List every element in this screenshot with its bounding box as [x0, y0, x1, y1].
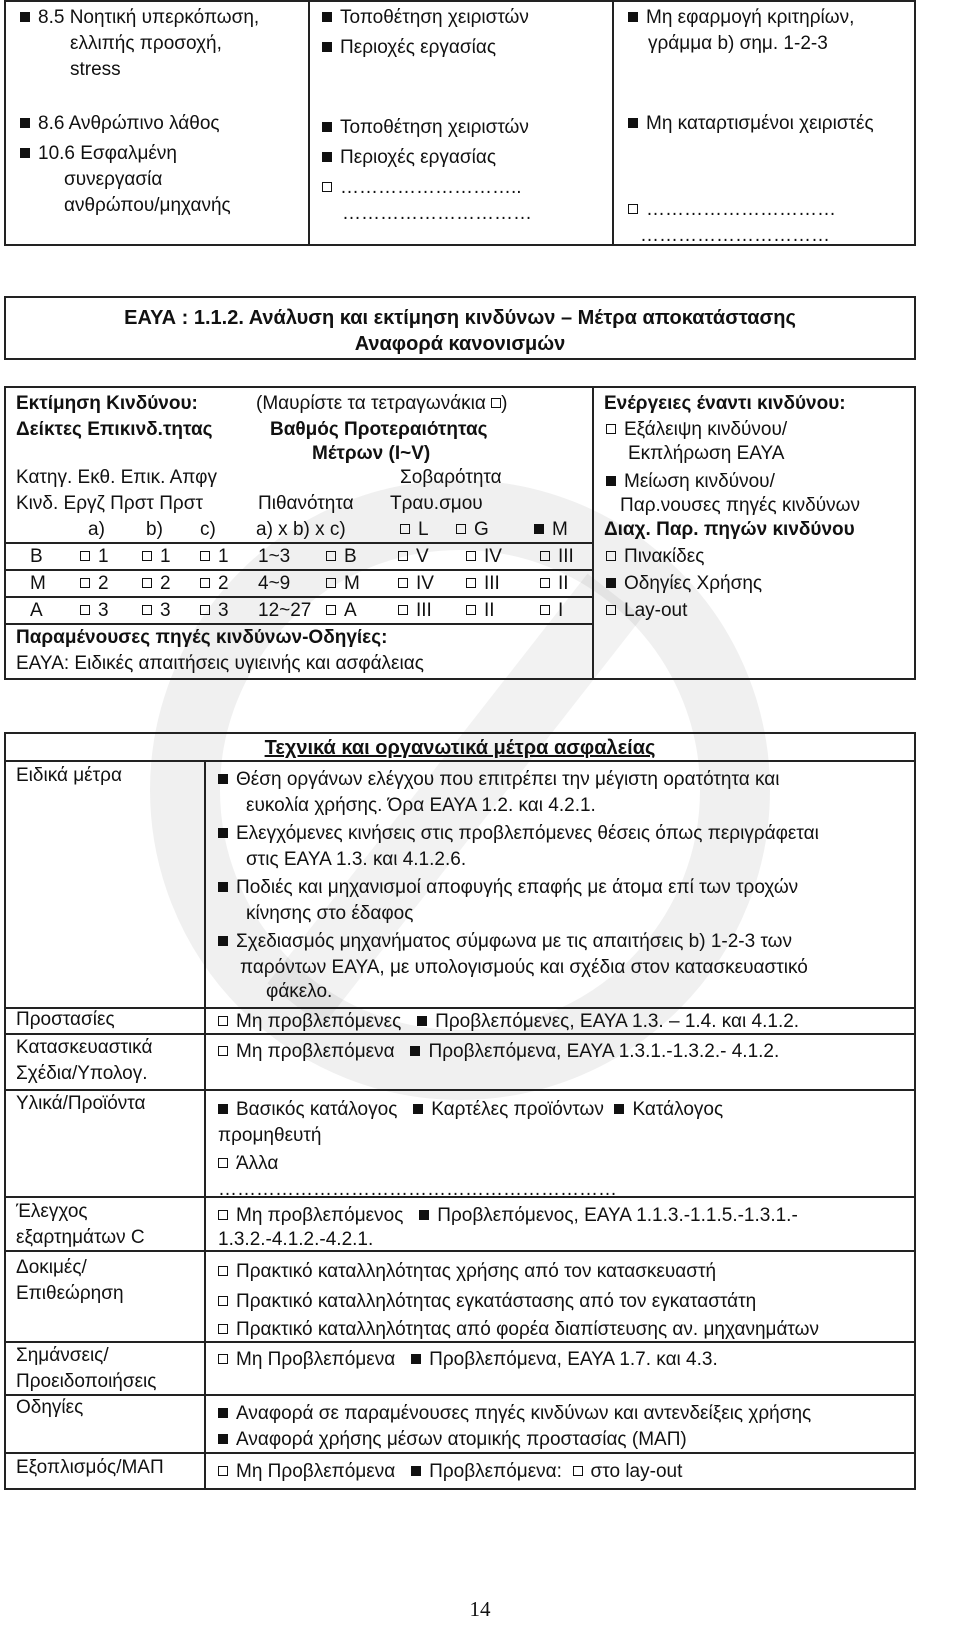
- materials-label: Υλικά/Προϊόντα: [16, 1093, 146, 1114]
- empty-box-icon: [218, 1324, 228, 1334]
- risk-hline: [4, 569, 594, 571]
- row-a: 3: [80, 599, 109, 623]
- sub-header-a: a): [88, 519, 105, 540]
- empty-box-icon: [398, 605, 408, 615]
- special-item-4-line: φάκελο.: [266, 981, 333, 1002]
- checked-box-icon: [419, 1210, 429, 1220]
- control-options-2: 1.3.2.-4.1.2.-4.2.1.: [218, 1229, 374, 1250]
- empty-box-icon: [606, 551, 616, 561]
- work-area-item-2: Περιοχές εργασίας: [322, 146, 496, 170]
- action-reduction: Μείωση κινδύνου/: [606, 470, 775, 494]
- empty-box-icon: [326, 551, 336, 561]
- construction-label-2: Σχέδια/Υπολογ.: [16, 1063, 148, 1084]
- test-item-1: Πρακτικό καταλληλότητας χρήσης από τον κατασκευαστή: [218, 1260, 716, 1284]
- checked-box-icon: [218, 1434, 228, 1444]
- special-item-3: Ποδιές και μηχανισμοί αποφυγής επαφής με άτομα επί των τροχών: [218, 876, 798, 900]
- blank-item-3-cont: …………………………: [640, 225, 830, 246]
- signs-label-2: Προειδοποιήσεις: [16, 1371, 157, 1392]
- empty-box-icon: [218, 1158, 228, 1168]
- measures-hline: [4, 1007, 916, 1009]
- row-range: 12~27: [258, 600, 312, 621]
- top-table-divider: [308, 0, 310, 246]
- equipment-options: Μη Προβλεπόμενα Προβλεπόμενα: στο lay-out: [218, 1460, 682, 1484]
- row-G: II: [466, 599, 495, 623]
- row-G: IV: [466, 545, 502, 569]
- measures-title: Τεχνικά και οργανωτικά μέτρα ασφαλείας: [264, 737, 656, 759]
- empty-box-icon: [466, 551, 476, 561]
- row-M: III: [540, 545, 574, 569]
- special-item-1: Θέση οργάνων ελέγχου που επιτρέπει την μέγιστη ορατότητα και: [218, 768, 779, 792]
- sub-header-L: L: [400, 518, 429, 542]
- row-key: A: [30, 600, 43, 621]
- checked-box-icon: [628, 12, 638, 22]
- empty-box-icon: [540, 605, 550, 615]
- row-M: II: [540, 572, 569, 596]
- risk-label: Εκτίμηση Κινδύνου:: [16, 393, 198, 414]
- top-table-divider: [612, 0, 614, 246]
- row-G: III: [466, 572, 500, 596]
- row-key: M: [30, 573, 46, 594]
- signs-options: Μη Προβλεπόμενα Προβλεπόμενα, ΕΑΥΑ 1.7. και 4.3.: [218, 1348, 718, 1372]
- checked-box-icon: [218, 774, 228, 784]
- materials-options: Βασικός κατάλογος Καρτέλες προϊόντων Κατάλογος: [218, 1098, 723, 1122]
- test-item-3: Πρακτικό καταλληλότητας από φορέα διαπίστευσης αν. μηχανημάτων: [218, 1318, 819, 1342]
- measures-hline: [4, 1250, 916, 1252]
- protections-label: Προστασίες: [16, 1009, 115, 1030]
- row-b: 2: [142, 572, 171, 596]
- checked-box-icon: [218, 828, 228, 838]
- measures-divider: [204, 760, 206, 1490]
- hazard-8-5: 8.5 Νοητική υπερκόπωση,: [20, 6, 259, 30]
- empty-box-icon: [218, 1046, 228, 1056]
- empty-box-icon: [628, 204, 638, 214]
- materials-supplier: προμηθευτή: [218, 1125, 322, 1146]
- row-range: 1~3: [258, 546, 291, 567]
- risk-hline: [4, 623, 594, 625]
- checked-box-icon: [411, 1354, 421, 1364]
- special-item-2: Ελεγχόμενες κινήσεις στις προβλεπόμενες θέσεις όπως περιγράφεται: [218, 822, 819, 846]
- measures-hline: [4, 1089, 916, 1091]
- section-subtitle: Αναφορά κανονισμών: [354, 333, 566, 355]
- action-elimination: Εξάλειψη κινδύνου/: [606, 418, 787, 442]
- action-layout: Lay-out: [606, 599, 687, 623]
- special-item-4: Σχεδιασμός μηχανήματος σύμφωνα με τις απαιτήσεις b) 1-2-3 των: [218, 930, 792, 954]
- special-measures-label: Ειδικά μέτρα: [16, 765, 122, 786]
- empty-box-icon: [142, 551, 152, 561]
- sub-header-G: G: [456, 518, 489, 542]
- severity-header-2: Τραυ.σμου: [390, 493, 483, 514]
- sub-header-b: b): [146, 519, 163, 540]
- signs-label: Σημάνσεις/: [16, 1345, 109, 1366]
- empty-box-icon: [491, 398, 501, 408]
- empty-box-icon: [200, 551, 210, 561]
- sub-header-M: M: [534, 518, 568, 542]
- row-cat: A: [326, 599, 357, 623]
- empty-box-icon: [398, 551, 408, 561]
- empty-box-icon: [80, 605, 90, 615]
- empty-box-icon: [398, 578, 408, 588]
- empty-box-icon: [456, 524, 466, 534]
- checked-box-icon: [20, 118, 30, 128]
- construction-label: Κατασκευαστικά: [16, 1037, 153, 1058]
- checked-box-icon: [606, 476, 616, 486]
- priority-title-2: Μέτρων (I~V): [312, 443, 431, 464]
- checked-box-icon: [411, 1466, 421, 1476]
- row-cat: B: [326, 545, 357, 569]
- special-item-1-line: ευκολία χρήσης. Όρα ΕΑΥΑ 1.2. και 4.2.1.: [246, 795, 596, 816]
- empty-box-icon: [142, 578, 152, 588]
- remaining-hazards: Παραμένουσες πηγές κινδύνων-Οδηγίες:: [16, 627, 388, 648]
- row-L: III: [398, 599, 432, 623]
- blank-item: ………………………..: [322, 176, 522, 200]
- empty-box-icon: [218, 1210, 228, 1220]
- checked-box-icon: [20, 12, 30, 22]
- action-reduction-2: Παρ.νουσες πηγές κινδύνων: [620, 495, 860, 516]
- hazard-8-5-line: stress: [70, 59, 121, 80]
- empty-box-icon: [540, 551, 550, 561]
- blank-item-3: …………………………: [628, 198, 836, 222]
- checked-box-icon: [534, 524, 544, 534]
- risk-divider: [592, 386, 594, 680]
- work-area-item: Περιοχές εργασίας: [322, 36, 496, 60]
- empty-box-icon: [218, 1266, 228, 1276]
- row-cat: M: [326, 572, 360, 596]
- row-b: 3: [142, 599, 171, 623]
- control-label: Έλεγχος: [16, 1201, 88, 1222]
- placement-item: Τοποθέτηση χειριστών: [322, 6, 529, 30]
- checked-box-icon: [417, 1016, 427, 1026]
- row-range: 4~9: [258, 573, 291, 594]
- checked-box-icon: [413, 1104, 423, 1114]
- probability-header: Πιθανότητα: [258, 493, 354, 514]
- test-item-2: Πρακτικό καταλληλότητας εγκατάστασης από τον εγκαταστάτη: [218, 1290, 756, 1314]
- untrained-item: Μη καταρτισμένοι χειριστές: [628, 112, 874, 136]
- empty-box-icon: [466, 578, 476, 588]
- materials-dots: ………………………………………………………: [218, 1179, 617, 1200]
- hazard-10-6: 10.6 Εσφαλμένη: [20, 142, 177, 166]
- checked-box-icon: [322, 122, 332, 132]
- checked-box-icon: [218, 1408, 228, 1418]
- hazard-10-6-line: ανθρώπου/μηχανής: [64, 195, 231, 216]
- equipment-label: Εξοπλισμός/ΜΑΠ: [16, 1457, 164, 1478]
- placement-item-2: Τοποθέτηση χειριστών: [322, 116, 529, 140]
- construction-options: Μη προβλεπόμενα Προβλεπόμενα, ΕΑΥΑ 1.3.1.-1.3.2.- 4.1.2.: [218, 1040, 779, 1064]
- row-key: B: [30, 546, 43, 567]
- row-L: V: [398, 545, 429, 569]
- action-management: Διαχ. Παρ. πηγών κινδύνου: [604, 519, 855, 540]
- criteria-item: Μη εφαρμογή κριτηρίων,: [628, 6, 854, 30]
- measures-hline: [4, 760, 916, 762]
- row-M: I: [540, 599, 563, 623]
- row-a: 1: [80, 545, 109, 569]
- tests-label-2: Επιθεώρηση: [16, 1283, 124, 1304]
- blank-item-cont: …………………………: [342, 203, 532, 224]
- checked-box-icon: [322, 42, 332, 52]
- checked-box-icon: [614, 1104, 624, 1114]
- empty-box-icon: [326, 605, 336, 615]
- sub-header-prod: a) x b) x c): [256, 519, 346, 540]
- risk-header: Κατηγ. Εκθ. Επικ. Απφγ: [16, 467, 217, 488]
- actions-title: Ενέργειες έναντι κινδύνου:: [604, 393, 846, 414]
- row-c: 1: [200, 545, 229, 569]
- checked-box-icon: [322, 12, 332, 22]
- empty-box-icon: [218, 1354, 228, 1364]
- empty-box-icon: [540, 578, 550, 588]
- row-c: 3: [200, 599, 229, 623]
- hazard-10-6-line: συνεργασία: [64, 169, 163, 190]
- instructions-item-1: Αναφορά σε παραμένουσες πηγές κινδύνων και αντενδείξεις χρήσης: [218, 1402, 811, 1426]
- risk-hline: [4, 542, 594, 544]
- instructions-label: Οδηγίες: [16, 1397, 84, 1418]
- severity-header: Σοβαρότητα: [400, 467, 502, 488]
- empty-box-icon: [200, 578, 210, 588]
- empty-box-icon: [218, 1016, 228, 1026]
- measures-hline: [4, 1394, 916, 1396]
- checked-box-icon: [628, 118, 638, 128]
- special-item-3-line: κίνησης στο έδαφος: [246, 903, 414, 924]
- row-a: 2: [80, 572, 109, 596]
- criteria-item-line: γράμμα b) σημ. 1-2-3: [648, 33, 828, 54]
- action-instructions: Οδηγίες Χρήσης: [606, 572, 762, 596]
- checked-box-icon: [410, 1046, 420, 1056]
- protections-options: Μη προβλεπόμενες Προβλεπόμενες, ΕΑΥΑ 1.3. – 1.4. και 4.1.2.: [218, 1010, 799, 1034]
- risk-indicators: Δείκτες Επικινδ.τητας: [16, 419, 213, 440]
- control-label-2: εξαρτημάτων C: [16, 1227, 145, 1248]
- checked-box-icon: [606, 578, 616, 588]
- empty-box-icon: [218, 1296, 228, 1306]
- row-L: IV: [398, 572, 434, 596]
- empty-box-icon: [606, 424, 616, 434]
- page-number: 14: [469, 1597, 491, 1621]
- priority-title: Βαθμός Προτεραιότητας: [270, 419, 488, 440]
- empty-box-icon: [142, 605, 152, 615]
- row-b: 1: [142, 545, 171, 569]
- checked-box-icon: [218, 882, 228, 892]
- section-title: ΕΑΥΑ : 1.1.2. Ανάλυση και εκτίμηση κινδύνων – Μέτρα αποκατάστασης: [124, 307, 796, 329]
- empty-box-icon: [606, 605, 616, 615]
- checked-box-icon: [218, 936, 228, 946]
- measures-hline: [4, 1452, 916, 1454]
- empty-box-icon: [80, 578, 90, 588]
- control-options: Μη προβλεπόμενος Προβλεπόμενος, ΕΑΥΑ 1.1.3.-1.1.5.-1.3.1.-: [218, 1204, 798, 1228]
- checked-box-icon: [322, 152, 332, 162]
- empty-box-icon: [322, 182, 332, 192]
- risk-note: (Μαυρίστε τα τετραγωνάκια ): [256, 393, 508, 414]
- empty-box-icon: [80, 551, 90, 561]
- hazard-8-6: 8.6 Ανθρώπινο λάθος: [20, 112, 220, 136]
- empty-box-icon: [466, 605, 476, 615]
- empty-box-icon: [573, 1466, 583, 1476]
- eaya-note: ΕΑΥΑ: Ειδικές απαιτήσεις υγιεινής και ασφάλειας: [16, 653, 424, 674]
- action-elimination-2: Εκπλήρωση ΕΑΥΑ: [628, 443, 785, 464]
- hazard-8-5-line: ελλιπής προσοχή,: [70, 33, 222, 54]
- checked-box-icon: [218, 1104, 228, 1114]
- action-signs: Πινακίδες: [606, 545, 704, 569]
- special-item-2-line: στις ΕΑΥΑ 1.3. και 4.1.2.6.: [246, 849, 467, 870]
- instructions-item-2: Αναφορά χρήσης μέσων ατομικής προστασίας (ΜΑΠ): [218, 1428, 687, 1452]
- row-c: 2: [200, 572, 229, 596]
- risk-header-2: Κινδ. Εργζ Πρστ Πρστ: [16, 493, 203, 514]
- special-item-4-line: παρόντων ΕΑΥΑ, με υπολογισμούς και σχέδια στον κατασκευαστικό: [240, 957, 808, 978]
- sub-header-c: c): [200, 519, 216, 540]
- tests-label: Δοκιμές/: [16, 1257, 87, 1278]
- checked-box-icon: [20, 148, 30, 158]
- empty-box-icon: [400, 524, 410, 534]
- materials-other: Άλλα: [218, 1152, 278, 1176]
- risk-hline: [4, 596, 594, 598]
- empty-box-icon: [200, 605, 210, 615]
- empty-box-icon: [326, 578, 336, 588]
- empty-box-icon: [218, 1466, 228, 1476]
